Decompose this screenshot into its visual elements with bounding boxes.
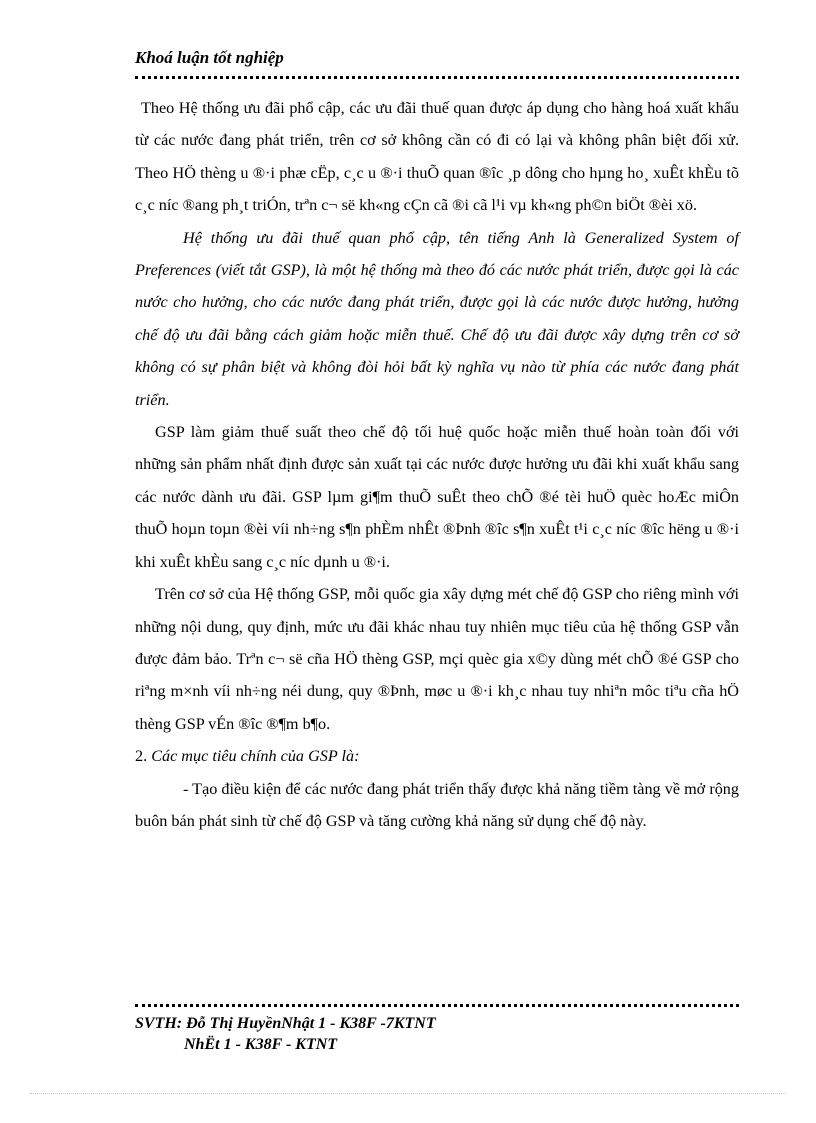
header-divider [135, 76, 739, 79]
paragraph-4: Trên cơ sở của Hệ thống GSP, mỗi quốc gia xây dựng mét chế độ GSP cho riêng mình với những nội dung, quy định, mức ưu đãi khác nhau tuy nhiên mục tiêu của hệ thống GSP vẫn được đảm bảo. Trªn c¬ së cña HÖ thèng GSP, mçi quèc gia x©y dùng mét chÕ ®é GSP cho riªng m×nh víi nh÷ng néi dung, quy ®Þnh, møc u ®·i kh¸c nhau tuy nhiªn môc tiªu cña hÖ thèng GSP vÉn ®îc ®¶m b¶o. [135, 585, 739, 733]
footer [135, 1013, 436, 1055]
paragraph-3: GSP làm giảm thuế suất theo chế độ tối huệ quốc hoặc miễn thuế hoàn toàn đối với những sản phẩm nhất định được sản xuất tại các nước được hưởng ưu đãi khi xuất khẩu sang các nước dành ưu đãi. GSP lµm gi¶m thuÕ suÊt theo chÕ ®é tèi huÖ quèc hoÆc miÔn thuÕ hoµn toµn ®èi víi nh÷ng s¶n phÈm nhÊt ®Þnh ®îc s¶n xuÊt t¹i c¸c níc ®îc hëng u ®·i khi xuÊt khÈu sang c¸c níc dµnh u ®·i. [135, 423, 739, 571]
paragraph-1: Theo Hệ thống ưu đãi phổ cập, các ưu đãi thuế quan được áp dụng cho hàng hoá xuất khẩu từ các nước đang phát triển, trên cơ sở không cần có đi có lại và không phân biệt đối xử. Theo HÖ thèng u ®·i phæ cËp, c¸c u ®·i thuÕ quan ®îc ¸p dông cho hµng ho¸ xuÊt khÈu tõ c¸c níc ®ang ph¸t triÓn, trªn c¬ së kh«ng cÇn cã ®i cã l¹i vµ kh«ng ph©n biÖt ®èi xö. [135, 99, 739, 215]
paragraph-6: - Tạo điều kiện để các nước đang phát triển thấy được khả năng tiềm tàng về mở rộng buôn bán phát sinh từ chế độ GSP và tăng cường khả năng sử dụng chế độ này. [135, 779, 739, 830]
footer-line-1: SVTH: Đỗ Thị HuyềnNhật 1 - K38F -7KTNT [135, 1015, 436, 1032]
footer-divider [135, 1004, 739, 1007]
page-bottom-border [30, 1093, 786, 1094]
footer-line-2: NhËt 1 - K38F - KTNT [184, 1036, 338, 1053]
header-title: Khoá luận tốt nghiệp [135, 48, 284, 67]
paragraph-2: Hệ thống ưu đãi thuế quan phổ cập, tên tiếng Anh là Generalized System of Preferences (viết tắt GSP), là một hệ thống mà theo đó các nước phát triển, được gọi là các nước cho hưởng, cho các nước đang phát triển, được gọi là các nước được hưởng, hưởng chế độ ưu đãi bằng cách giảm hoặc miễn thuế. Chế độ ưu đãi được xây dựng trên cơ sở không có sự phân biệt và không đòi hỏi bất kỳ nghĩa vụ nào từ phía các nước đang phát triển. [135, 228, 739, 409]
section-title: Các mục tiêu chính của GSP là: [151, 747, 360, 766]
section-heading [135, 740, 739, 772]
section-number: 2. [135, 747, 152, 766]
document-body [135, 92, 739, 837]
